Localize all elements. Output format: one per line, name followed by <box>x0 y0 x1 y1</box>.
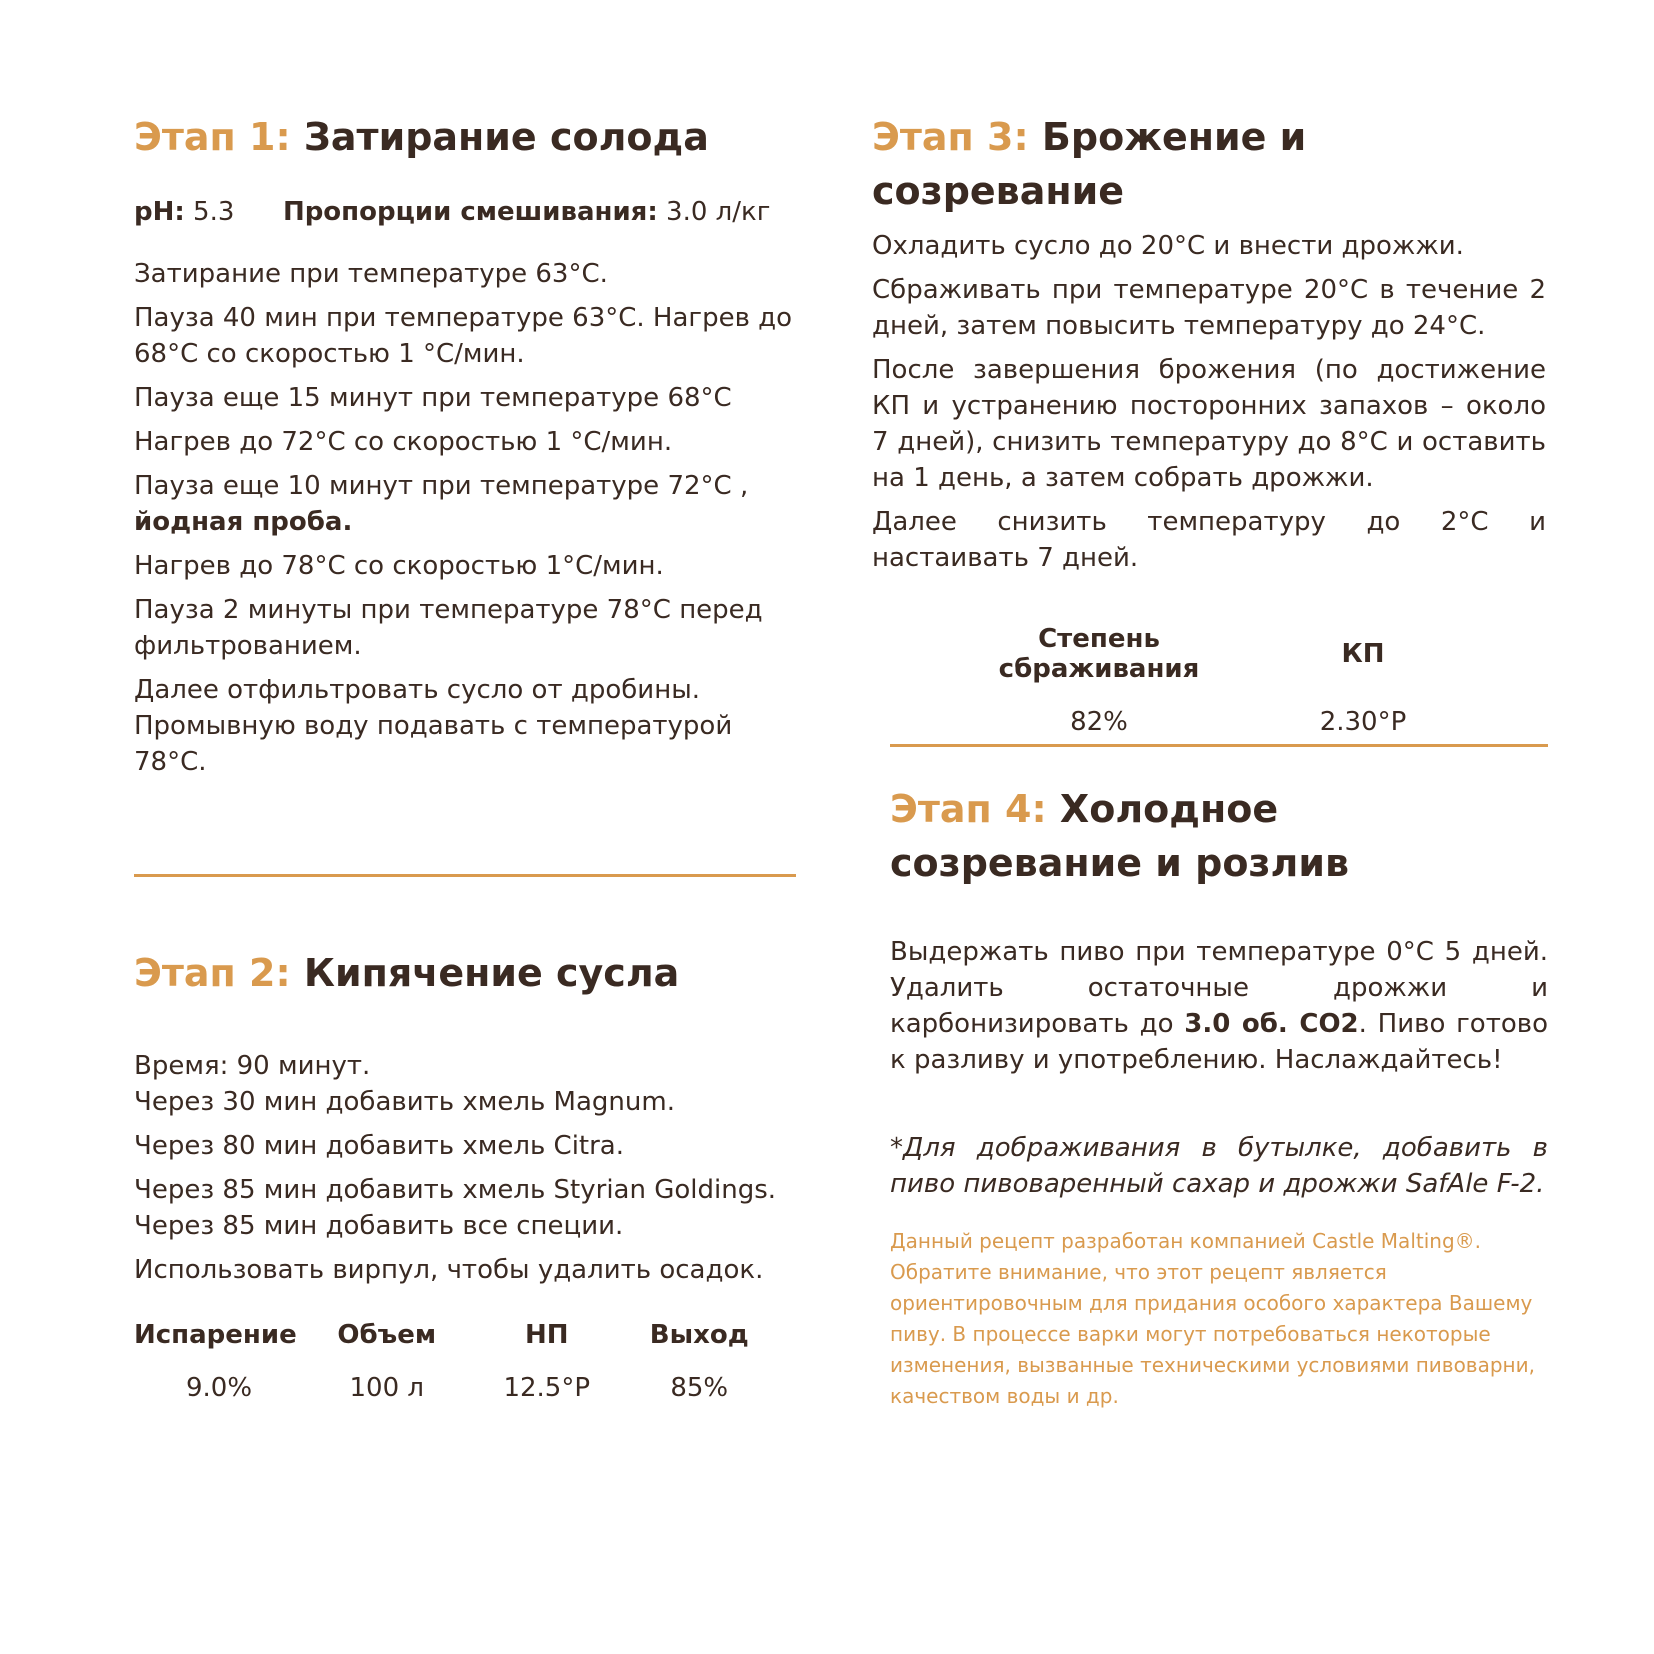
table-header: КП <box>1341 639 1385 669</box>
boil-time-and-hop1 <box>134 1048 814 1120</box>
hop-addition: Через 80 мин добавить хмель Citra. <box>134 1131 625 1161</box>
stage2-label: Этап 2: <box>134 951 291 995</box>
table-header: Степень сбраживания <box>998 624 1200 684</box>
ferment-step: Далее снизить температуру до 2°C и настаивать 7 дней. <box>872 507 1546 573</box>
ferment-step: Сбраживать при температуре 20°C в течение 2 дней, затем повысить температуру до 24°C. <box>872 275 1546 341</box>
table-header: Выход <box>649 1320 749 1350</box>
mash-step: Затирание при температуре 63°C. <box>134 259 608 289</box>
stage2-heading <box>134 946 814 1000</box>
table-cell: 2.30°P <box>1319 707 1407 737</box>
mash-step: Пауза 2 минуты при температуре 78°C перед фильтрованием. <box>134 595 763 661</box>
conditioning-text-end: . Пиво готово к разливу и употреблению. Наслаждайтесь! <box>890 1009 1548 1075</box>
table-cell: 100 л <box>349 1373 424 1403</box>
ratio-value: 3.0 л/кг <box>666 197 771 227</box>
mash-step-iodine <box>134 468 794 540</box>
stage2-section <box>134 946 814 1404</box>
mash-step: Пауза еще 15 минут при температуре 68°C <box>134 383 732 413</box>
table-header: НП <box>524 1320 569 1350</box>
filter-step <box>134 672 794 780</box>
boil-time: Время: 90 минут. <box>134 1051 371 1081</box>
ferment-step: Охладить сусло до 20°C и внести дрожжи. <box>872 231 1464 261</box>
table-cell: 85% <box>670 1373 729 1403</box>
stage3-section <box>872 110 1546 738</box>
ph-label: pH: <box>134 197 185 227</box>
divider-left <box>134 874 796 877</box>
stage1-heading <box>134 110 794 164</box>
bottle-conditioning-note: *Для дображивания в бутылке, добавить в пиво пивоваренный сахар и дрожжи SafAle F-2. <box>890 1133 1548 1199</box>
boil-stats-table <box>134 1320 782 1404</box>
stage1-label: Этап 1: <box>134 115 291 159</box>
ratio-label: Пропорции смешивания: <box>282 197 658 227</box>
conditioning-text: Выдержать пиво при температуре 0°C 5 дней. Удалить остаточные дрожжи и карбонизировать до <box>890 937 1548 1039</box>
hop-and-spices <box>134 1172 814 1244</box>
stage4-section <box>890 782 1548 1412</box>
iodine-test: йодная проба. <box>134 507 353 537</box>
stage4-heading <box>890 782 1548 890</box>
table-cell: 82% <box>1070 707 1128 737</box>
stage3-heading <box>872 110 1546 218</box>
table-row <box>134 1372 782 1404</box>
spices-addition: Через 85 мин добавить все специи. <box>134 1211 624 1241</box>
stage1-section <box>134 110 794 780</box>
table-header: Испарение <box>134 1320 297 1350</box>
filter-line: Далее отфильтровать сусло от дробины. <box>134 675 700 705</box>
recipe-disclaimer: Данный рецепт разработан компанией Castle Malting®. Обратите внимание, что этот рецепт является ориентировочным для придания особого характера Вашему пиву. В процессе варки могут потребоваться некоторые изменения, вызванные техническими условиями пивоварни, качеством воды и др. <box>890 1229 1535 1408</box>
mash-step: Нагрев до 72°C со скоростью 1 °C/мин. <box>134 427 673 457</box>
stage1-title: Затирание солода <box>303 115 709 159</box>
conditioning-step <box>890 934 1548 1078</box>
divider-right <box>890 744 1548 747</box>
stage3-title-cont: созревание <box>872 169 1125 213</box>
table-cell: 9.0% <box>186 1373 253 1403</box>
hop-addition: Через 30 мин добавить хмель Magnum. <box>134 1087 675 1117</box>
mash-step-text: Пауза еще 10 минут при температуре 72°C , <box>134 471 749 501</box>
stage4-label: Этап 4: <box>890 787 1047 831</box>
stage3-title: Брожение и <box>1041 115 1307 159</box>
table-header-row <box>134 1320 782 1372</box>
table-header: Объем <box>337 1320 437 1350</box>
ferment-step: После завершения брожения (по достижение КП и устранению посторонних запахов – около 7 дней), снизить температуру до 8°C и оставить на 1 день, а затем собрать дрожжи. <box>872 355 1546 493</box>
table-cell: 12.5°P <box>503 1373 591 1403</box>
ph-value: 5.3 <box>193 197 235 227</box>
table-header-row <box>940 624 1468 706</box>
stage4-title: Холодное <box>1059 787 1279 831</box>
stage2-title: Кипячение сусла <box>303 951 680 995</box>
stage4-title-cont: созревание и розлив <box>890 841 1350 885</box>
mash-step: Пауза 40 мин при температуре 63°C. Нагрев до 68°C со скоростью 1 °C/мин. <box>134 303 793 369</box>
carbonation-level: 3.0 об. CO2 <box>1184 1009 1359 1039</box>
sparge-line: Промывную воду подавать с температурой 78°C. <box>134 711 733 777</box>
stage3-label: Этап 3: <box>872 115 1029 159</box>
hop-addition: Через 85 мин добавить хмель Styrian Goldings. <box>134 1175 777 1205</box>
whirlpool-step: Использовать вирпул, чтобы удалить осадок. <box>134 1255 764 1285</box>
stage1-params <box>134 194 794 230</box>
mash-step: Нагрев до 78°C со скоростью 1°C/мин. <box>134 551 664 581</box>
table-row <box>940 706 1468 738</box>
ferment-stats-table <box>940 624 1468 738</box>
